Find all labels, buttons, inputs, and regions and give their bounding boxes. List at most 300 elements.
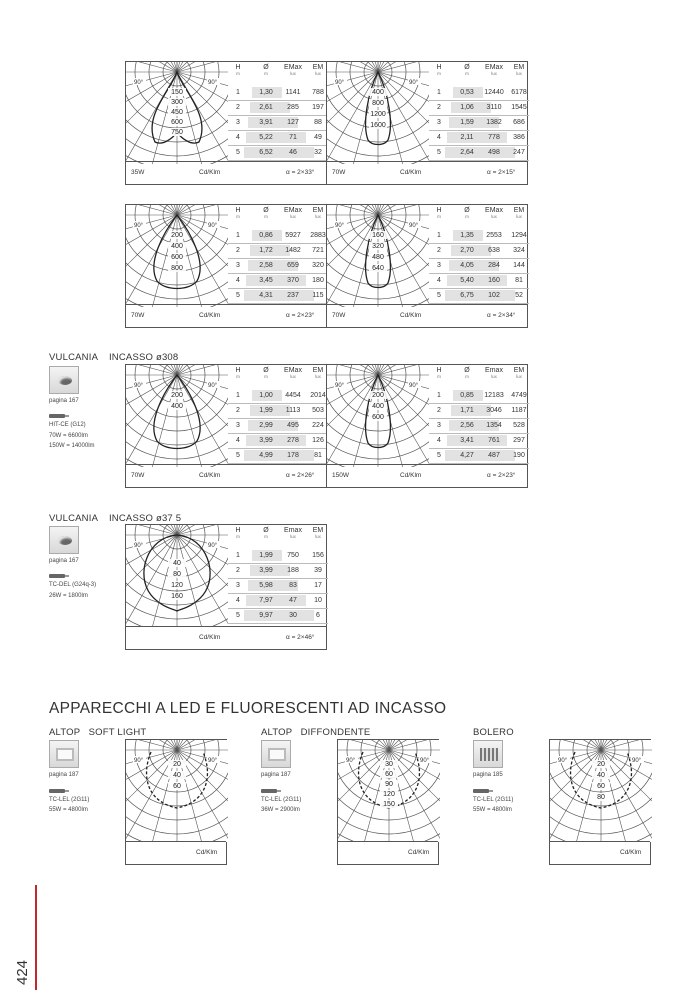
column-header: H m [235, 207, 241, 219]
table-cell: 144 [513, 262, 525, 269]
diagram-footer [327, 464, 527, 487]
table-cell: 761 [488, 437, 500, 444]
intensity-ring-label: 200 [171, 392, 183, 399]
diagram-footer [327, 304, 527, 327]
photometric-block-4 [326, 204, 528, 328]
angle-label: 90° [409, 80, 419, 86]
lamp-power: 35W [131, 169, 145, 176]
table-cell: 81 [314, 452, 322, 459]
table-cell: 1,99 [259, 407, 273, 414]
table-cell: 17 [314, 582, 322, 589]
table-row [228, 131, 328, 146]
intensity-ring-label: 750 [171, 129, 183, 136]
table-cell: 370 [287, 277, 299, 284]
intensity-ring-label: 200 [372, 392, 384, 399]
table-cell: 5927 [285, 232, 301, 239]
diagram-footer [550, 841, 650, 864]
table-cell: 1 [236, 552, 240, 559]
unit-label: Cd/Klm [199, 169, 221, 176]
table-cell: 2 [236, 567, 240, 574]
table-row [429, 146, 529, 161]
photometric-table [429, 365, 529, 465]
lamp-type-icon [49, 789, 69, 793]
table-row [429, 389, 529, 404]
table-cell: 5 [437, 452, 441, 459]
table-cell: 1482 [285, 247, 301, 254]
table-cell: 12183 [484, 392, 504, 399]
column-header: Ø m [464, 207, 470, 219]
table-row [429, 289, 529, 304]
table-cell: 1141 [285, 89, 301, 96]
intensity-ring-label: 400 [372, 403, 384, 410]
table-cell: 49 [314, 134, 322, 141]
table-cell: 4 [236, 437, 240, 444]
table-cell: 2883 [310, 232, 326, 239]
table-cell: 1113 [285, 407, 301, 414]
polar-diagram [327, 365, 429, 467]
beam-angle: α = 2×26° [286, 472, 315, 479]
table-row [228, 116, 328, 131]
table-cell: 659 [287, 262, 299, 269]
lamp-type-icon [473, 789, 493, 793]
table-cell: 5,22 [259, 134, 273, 141]
column-header: EM lux [513, 207, 525, 219]
table-cell: 1 [437, 392, 441, 399]
table-cell: 83 [289, 582, 297, 589]
lamp-power: 70W [332, 312, 346, 319]
table-cell: 1 [437, 232, 441, 239]
table-cell: 1,35 [460, 232, 474, 239]
table-cell: 88 [314, 119, 322, 126]
photometric-block-7 [125, 524, 327, 650]
column-header: EM lux [513, 367, 525, 379]
diagram-footer [327, 161, 527, 184]
intensity-ring-label: 60 [385, 771, 393, 778]
table-cell: 3 [236, 262, 240, 269]
photometric-block-6 [326, 364, 528, 488]
diagram-footer [338, 841, 438, 864]
intensity-ring-label: 160 [171, 593, 183, 600]
polar-diagram [126, 365, 228, 467]
intensity-ring-label: 80 [173, 571, 181, 578]
table-cell: 102 [488, 292, 500, 299]
table-cell: 39 [314, 567, 322, 574]
table-cell: 81 [515, 277, 523, 284]
table-cell: 1,71 [460, 407, 474, 414]
beam-angle: α = 2×34° [487, 312, 516, 319]
column-header: Ø m [263, 207, 269, 219]
beam-angle: α = 2×46° [286, 634, 315, 641]
table-cell: 1382 [486, 119, 502, 126]
photometric-block-2 [326, 61, 528, 185]
angle-label: 90° [134, 383, 144, 389]
unit-label: Cd/Klm [199, 472, 221, 479]
intensity-ring-label: 600 [372, 414, 384, 421]
intensity-ring-label: 20 [173, 761, 181, 768]
table-cell: 1 [236, 89, 240, 96]
table-row [228, 289, 328, 304]
intensity-ring-label: 600 [171, 254, 183, 261]
table-cell: 1,72 [259, 247, 273, 254]
intensity-ring-label: 40 [597, 772, 605, 779]
table-cell: 4454 [285, 392, 301, 399]
page-reference[interactable]: pagina 167 [49, 558, 79, 564]
angle-label: 90° [632, 758, 642, 764]
product-title-vulcania-308: VULCANIA INCASSO ø308 [49, 352, 179, 363]
angle-label: 90° [208, 223, 218, 229]
lamp-output-1: 36W = 2900lm [261, 807, 300, 813]
photometric-table [228, 62, 328, 162]
table-cell: 528 [513, 422, 525, 429]
table-cell: 5 [236, 612, 240, 619]
table-cell: 4,05 [460, 262, 474, 269]
table-row [228, 579, 328, 594]
intensity-ring-label: 320 [372, 243, 384, 250]
table-cell: 190 [513, 452, 525, 459]
table-cell: 3,91 [259, 119, 273, 126]
beam-angle: α = 2×23° [286, 312, 315, 319]
product-thumbnail[interactable] [49, 740, 79, 768]
angle-label: 90° [134, 80, 144, 86]
table-cell: 10 [314, 597, 322, 604]
table-header [228, 527, 328, 549]
photometric-block-3 [125, 204, 327, 328]
table-cell: 1294 [511, 232, 527, 239]
table-cell: 3 [236, 422, 240, 429]
table-cell: 2,61 [259, 104, 273, 111]
table-cell: 2 [236, 247, 240, 254]
table-row [429, 229, 529, 244]
table-header [429, 207, 529, 229]
lamp-type: TC-DEL (G24q-3) [49, 582, 97, 588]
table-cell: 9,97 [259, 612, 273, 619]
table-cell: 2,99 [259, 422, 273, 429]
intensity-ring-label: 160 [372, 232, 384, 239]
table-cell: 1,00 [259, 392, 273, 399]
angle-label: 90° [409, 383, 419, 389]
table-cell: 503 [312, 407, 324, 414]
page-reference[interactable]: pagina 187 [49, 772, 79, 778]
table-cell: 247 [513, 149, 525, 156]
product-title-altop-diffondente: ALTOP DIFFONDENTE [261, 727, 371, 738]
product-title-bolero: BOLERO [473, 727, 514, 738]
intensity-ring-label: 90 [385, 781, 393, 788]
column-header: Emax lux [284, 527, 302, 539]
table-row [228, 274, 328, 289]
unit-label: Cd/Klm [199, 312, 221, 319]
table-row [228, 449, 328, 464]
table-cell: 237 [287, 292, 299, 299]
lamp-power: 70W [131, 472, 145, 479]
table-cell: 285 [287, 104, 299, 111]
intensity-ring-label: 400 [171, 403, 183, 410]
table-row [228, 86, 328, 101]
column-header: Ø m [464, 367, 470, 379]
table-cell: 0,53 [460, 89, 474, 96]
photometric-table [228, 205, 328, 305]
angle-label: 90° [346, 758, 356, 764]
unit-label: Cd/Klm [408, 849, 430, 856]
table-cell: 160 [488, 277, 500, 284]
lamp-type-icon [49, 574, 69, 578]
intensity-ring-label: 480 [372, 254, 384, 261]
table-cell: 721 [312, 247, 324, 254]
table-cell: 4749 [511, 392, 527, 399]
product-title-vulcania-375: VULCANIA INCASSO ø37 5 [49, 513, 182, 524]
table-cell: 498 [488, 149, 500, 156]
page-reference[interactable]: pagina 167 [49, 398, 79, 404]
table-cell: 4 [437, 134, 441, 141]
table-row [228, 229, 328, 244]
polar-diagram [327, 62, 429, 164]
column-header: Ø m [263, 527, 269, 539]
unit-label: Cd/Klm [400, 472, 422, 479]
table-row [429, 259, 529, 274]
table-cell: 487 [488, 452, 500, 459]
polar-diagram [126, 205, 228, 307]
table-cell: 4,31 [259, 292, 273, 299]
table-cell: 686 [513, 119, 525, 126]
table-cell: 788 [312, 89, 324, 96]
product-title-altop-soft-light: ALTOP SOFT LIGHT [49, 727, 147, 738]
table-cell: 3,99 [259, 567, 273, 574]
lamp-output-1: 70W = 6600lm [49, 433, 88, 439]
table-cell: 278 [287, 437, 299, 444]
table-header [228, 64, 328, 86]
table-cell: 5 [236, 292, 240, 299]
polar-diagram [126, 525, 228, 627]
table-row [228, 594, 328, 609]
table-cell: 324 [513, 247, 525, 254]
table-cell: 4,99 [259, 452, 273, 459]
angle-label: 90° [208, 383, 218, 389]
angle-label: 90° [335, 80, 345, 86]
table-cell: 284 [488, 262, 500, 269]
table-cell: 12440 [484, 89, 504, 96]
table-cell: 778 [488, 134, 500, 141]
table-cell: 2,64 [460, 149, 474, 156]
page-number: 424 [14, 959, 31, 985]
product-thumbnail[interactable] [49, 526, 79, 554]
lamp-output-2: 150W = 14000lm [49, 443, 95, 449]
angle-label: 90° [208, 758, 218, 764]
angle-label: 90° [208, 543, 218, 549]
photometric-block-8 [125, 739, 227, 865]
beam-angle: α = 2×33° [286, 169, 315, 176]
table-cell: 3,45 [259, 277, 273, 284]
table-row [429, 404, 529, 419]
lamp-type-icon [261, 789, 281, 793]
intensity-ring-label: 200 [171, 232, 183, 239]
table-cell: 32 [314, 149, 322, 156]
table-row [228, 146, 328, 161]
table-cell: 197 [312, 104, 324, 111]
polar-diagram [338, 740, 440, 842]
column-header: Ø m [263, 64, 269, 76]
column-header: EMax lux [284, 207, 302, 219]
column-header: H m [235, 367, 241, 379]
intensity-ring-label: 40 [173, 772, 181, 779]
table-cell: 71 [289, 134, 297, 141]
intensity-ring-label: 60 [173, 783, 181, 790]
page-reference[interactable]: pagina 187 [261, 772, 291, 778]
angle-label: 90° [134, 543, 144, 549]
table-cell: 52 [515, 292, 523, 299]
table-cell: 188 [287, 567, 299, 574]
table-cell: 4 [236, 597, 240, 604]
table-cell: 2 [236, 407, 240, 414]
intensity-ring-label: 600 [171, 119, 183, 126]
column-header: EMax lux [284, 367, 302, 379]
lamp-power: 150W [332, 472, 349, 479]
unit-label: Cd/Klm [199, 634, 221, 641]
intensity-ring-label: 640 [372, 265, 384, 272]
table-cell: 0,85 [460, 392, 474, 399]
table-cell: 2 [437, 407, 441, 414]
table-cell: 127 [287, 119, 299, 126]
photometric-block-1 [125, 61, 327, 185]
polar-diagram [126, 740, 228, 842]
intensity-ring-label: 400 [372, 89, 384, 96]
beam-angle: α = 2×15° [487, 169, 516, 176]
table-row [228, 609, 328, 624]
diagram-footer [126, 464, 326, 487]
table-row [429, 101, 529, 116]
table-cell: 1 [236, 232, 240, 239]
product-thumbnail[interactable] [473, 740, 503, 768]
intensity-ring-label: 120 [171, 582, 183, 589]
table-cell: 5 [437, 292, 441, 299]
angle-label: 90° [208, 80, 218, 86]
table-cell: 3 [437, 119, 441, 126]
table-row [429, 131, 529, 146]
table-cell: 7,97 [259, 597, 273, 604]
column-header: EM lux [312, 64, 324, 76]
table-cell: 1 [236, 392, 240, 399]
angle-label: 90° [335, 383, 345, 389]
table-row [429, 244, 529, 259]
table-row [228, 404, 328, 419]
table-header [228, 207, 328, 229]
polar-diagram [550, 740, 652, 842]
table-row [228, 389, 328, 404]
table-cell: 3 [236, 119, 240, 126]
table-cell: 180 [312, 277, 324, 284]
diagram-footer [126, 161, 326, 184]
table-cell: 6178 [511, 89, 527, 96]
table-cell: 5,98 [259, 582, 273, 589]
column-header: H m [436, 64, 442, 76]
table-row [228, 419, 328, 434]
table-cell: 4 [437, 437, 441, 444]
table-cell: 386 [513, 134, 525, 141]
column-header: EM lux [312, 527, 324, 539]
table-header [429, 367, 529, 389]
table-cell: 4,27 [460, 452, 474, 459]
table-cell: 638 [488, 247, 500, 254]
table-row [429, 419, 529, 434]
lamp-type: TC-LEL (2G11) [473, 797, 514, 803]
product-thumbnail[interactable] [49, 366, 79, 394]
intensity-ring-label: 1200 [370, 111, 386, 118]
column-header: Emax lux [485, 367, 503, 379]
table-cell: 1 [437, 89, 441, 96]
lamp-output-1: 55W = 4800lm [49, 807, 88, 813]
table-cell: 5 [236, 452, 240, 459]
lamp-output-1: 55W = 4800lm [473, 807, 512, 813]
table-cell: 3 [236, 582, 240, 589]
page-accent-line [35, 885, 37, 990]
table-row [228, 259, 328, 274]
table-cell: 750 [287, 552, 299, 559]
table-cell: 2 [236, 104, 240, 111]
unit-label: Cd/Klm [620, 849, 642, 856]
table-cell: 5 [236, 149, 240, 156]
table-cell: 4 [236, 277, 240, 284]
lamp-power: 70W [332, 169, 346, 176]
table-cell: 2,56 [460, 422, 474, 429]
intensity-ring-label: 800 [171, 265, 183, 272]
table-cell: 5 [437, 149, 441, 156]
column-header: EMax lux [485, 64, 503, 76]
lamp-output-1: 26W = 1800lm [49, 593, 88, 599]
table-row [228, 564, 328, 579]
table-row [429, 86, 529, 101]
table-row [228, 434, 328, 449]
intensity-ring-label: 400 [171, 243, 183, 250]
diagram-footer [126, 626, 326, 649]
diagram-footer [126, 304, 326, 327]
photometric-table [429, 62, 529, 162]
page-reference[interactable]: pagina 185 [473, 772, 503, 778]
column-header: EM lux [312, 367, 324, 379]
table-cell: 2014 [310, 392, 326, 399]
diagram-footer [126, 841, 226, 864]
table-cell: 0,86 [259, 232, 273, 239]
column-header: Ø m [464, 64, 470, 76]
table-cell: 3,99 [259, 437, 273, 444]
table-cell: 1,30 [259, 89, 273, 96]
product-thumbnail[interactable] [261, 740, 291, 768]
table-cell: 47 [289, 597, 297, 604]
intensity-ring-label: 20 [597, 761, 605, 768]
table-cell: 3110 [486, 104, 502, 111]
table-cell: 3 [437, 422, 441, 429]
unit-label: Cd/Klm [400, 169, 422, 176]
intensity-ring-label: 300 [171, 99, 183, 106]
angle-label: 90° [134, 758, 144, 764]
angle-label: 90° [134, 223, 144, 229]
lamp-type: TC-LEL (2G11) [49, 797, 90, 803]
angle-label: 90° [420, 758, 430, 764]
column-header: H m [436, 207, 442, 219]
table-cell: 1354 [486, 422, 502, 429]
table-row [429, 274, 529, 289]
intensity-ring-label: 80 [597, 794, 605, 801]
intensity-ring-label: 450 [171, 109, 183, 116]
section-title: APPARECCHI A LED E FLUORESCENTI AD INCASSO [49, 700, 447, 717]
column-header: H m [436, 367, 442, 379]
intensity-ring-label: 800 [372, 100, 384, 107]
table-cell: 46 [289, 149, 297, 156]
table-cell: 3,41 [460, 437, 474, 444]
table-cell: 2 [437, 247, 441, 254]
table-cell: 1,06 [460, 104, 474, 111]
table-row [228, 101, 328, 116]
table-cell: 2553 [486, 232, 502, 239]
angle-label: 90° [409, 223, 419, 229]
photometric-table [228, 525, 328, 625]
